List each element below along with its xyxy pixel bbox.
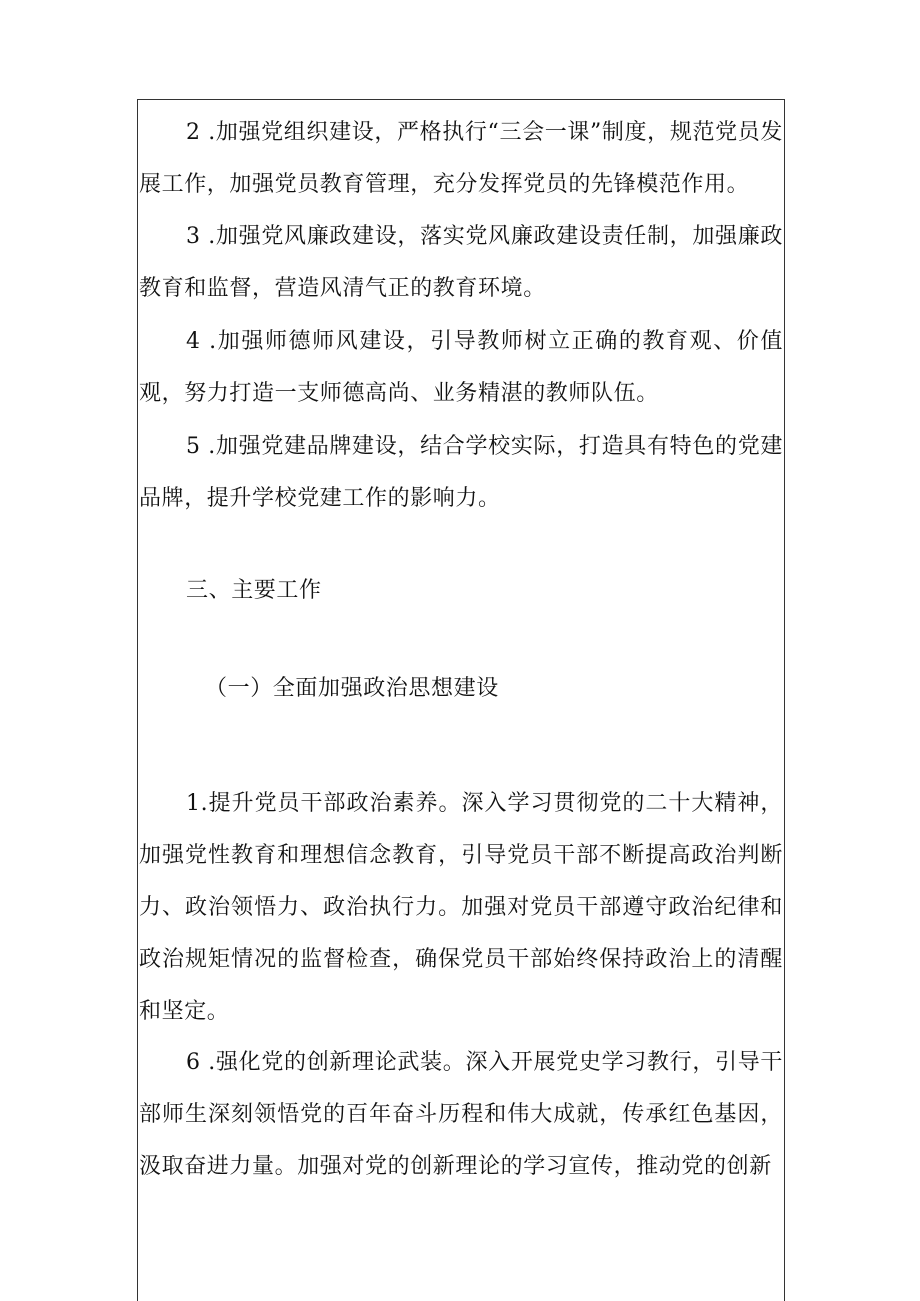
- goal-item-5: 5 .加强党建品牌建设，结合学校实际，打造具有特色的党建品牌，提升学校党建工作的影响力。: [139, 434, 783, 511]
- subsection-heading: （一）全面加强政治思想建设: [205, 676, 499, 701]
- work-item-1: 1.提升党员干部政治素养。深入学习贯彻党的二十大精神，加强党性教育和理想信念教育，引导党员干部不断提高政治判断力、政治领悟力、政治执行力。加强对党员干部遵守政治纪律和政治规矩情况的监督检查，确保党员干部始终保持政治上的清醒和坚定。: [139, 791, 783, 1024]
- goal-item-4: 4 .加强师德师风建设，引导教师树立正确的教育观、价值观，努力打造一支师德高尚、业务精湛的教师队伍。: [139, 329, 783, 406]
- goal-item-2: 2 .加强党组织建设，严格执行“三会一课”制度，规范党员发展工作，加强党员教育管理，充分发挥党员的先锋模范作用。: [139, 120, 783, 197]
- work-item-6: 6 .强化党的创新理论武装。深入开展党史学习教行，引导干部师生深刻领悟党的百年奋斗历程和伟大成就，传承红色基因，汲取奋进力量。加强对党的创新理论的学习宣传，推动党的创新: [139, 1050, 783, 1179]
- section-heading: 三、主要工作: [186, 578, 322, 603]
- goal-item-3: 3 .加强党风廉政建设，落实党风廉政建设责任制，加强廉政教育和监督，营造风清气正的教育环境。: [139, 224, 783, 301]
